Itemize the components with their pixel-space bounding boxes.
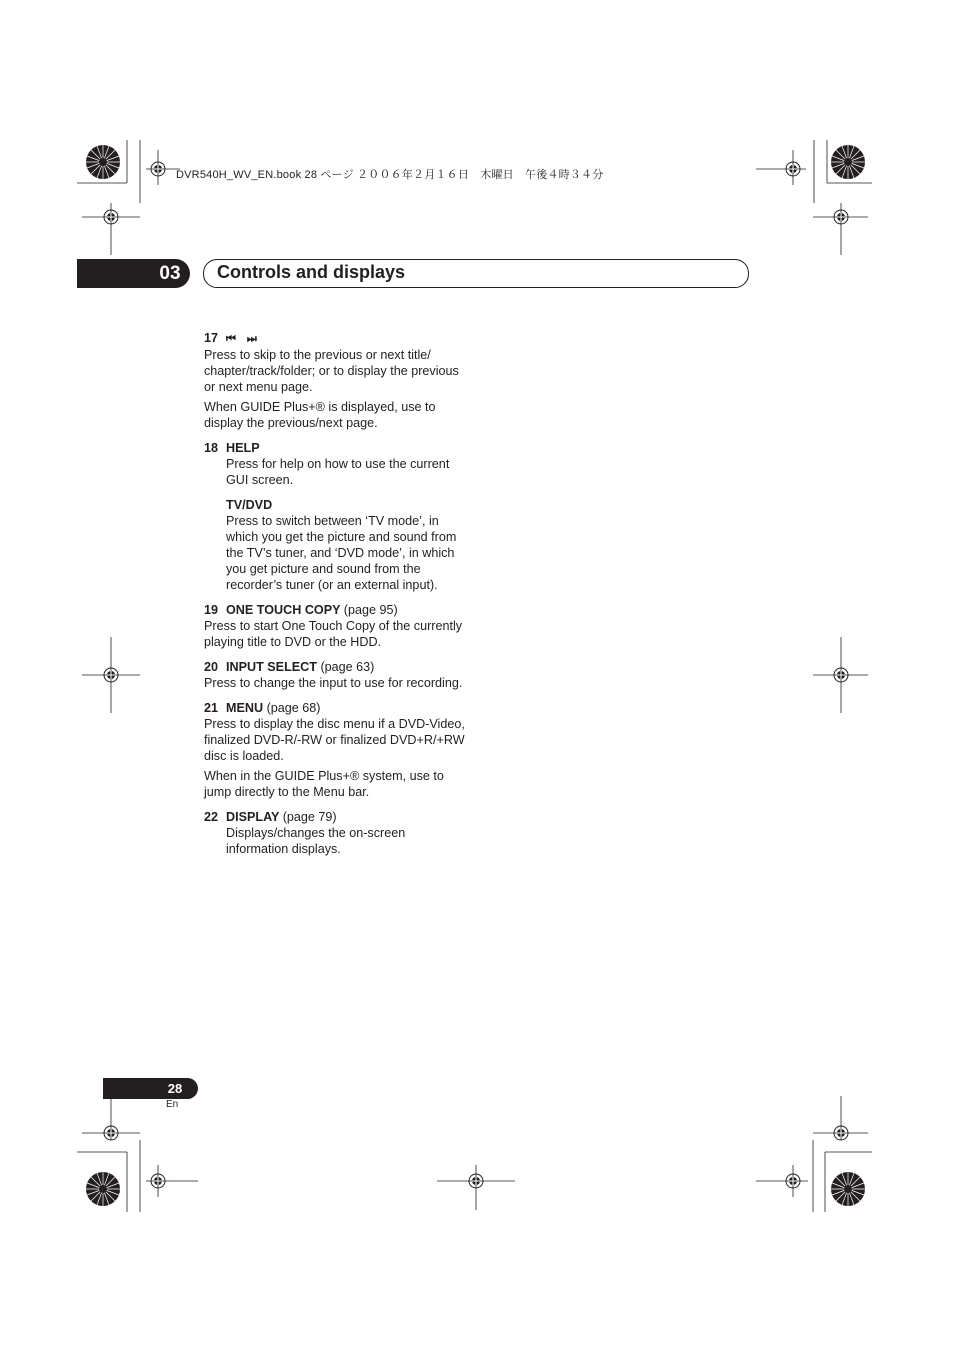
item-description: Press to switch between ‘TV mode’, in which you get the picture and sound from the TV’s tuner, and ‘DVD mode’, in which you get picture and sound from the recorder’s tuner (or an external input). <box>226 514 457 592</box>
item-subname: TV/DVD <box>226 498 273 512</box>
item-18 <box>204 440 469 593</box>
item-number: 22 <box>204 810 219 824</box>
item-name: HELP <box>226 441 260 455</box>
item-number: 17 <box>204 331 219 345</box>
page-reference: (page 63) <box>320 660 375 674</box>
item-description: Press to skip to the previous or next title/ chapter/track/folder; or to display the previous or next menu page. <box>204 348 459 394</box>
item-20 <box>204 659 469 691</box>
page-reference: (page 79) <box>282 810 337 824</box>
item-description: Press to change the input to use for recording. <box>204 676 463 690</box>
item-name: DISPLAY <box>226 810 280 824</box>
page-language: En <box>166 1099 179 1110</box>
skip-forward-icon: ⏭ <box>246 333 256 345</box>
content-column <box>204 330 469 866</box>
item-description: Press for help on how to use the current GUI screen. <box>226 457 450 487</box>
skip-back-icon: ⏮ <box>226 333 235 345</box>
item-number: 21 <box>204 701 219 715</box>
item-name: INPUT SELECT <box>226 660 317 674</box>
item-17 <box>204 330 469 431</box>
item-22 <box>204 809 469 857</box>
item-number: 19 <box>204 603 219 617</box>
item-name: MENU <box>226 701 264 715</box>
chapter-title: Controls and displays <box>217 262 406 282</box>
page-reference: (page 95) <box>343 603 398 617</box>
chapter-number: 03 <box>159 263 181 284</box>
item-description: When in the GUIDE Plus+® system, use to jump directly to the Menu bar. <box>204 769 444 799</box>
item-description: Press to start One Touch Copy of the currently playing title to DVD or the HDD. <box>204 619 463 649</box>
item-description: When GUIDE Plus+® is displayed, use to display the previous/next page. <box>204 400 436 430</box>
item-19 <box>204 602 469 650</box>
item-number: 20 <box>204 660 219 674</box>
item-description: Press to display the disc menu if a DVD-Video, finalized DVD-R/-RW or finalized DVD+R/+RW disc is loaded. <box>204 717 465 763</box>
item-number: 18 <box>204 441 219 455</box>
item-description: Displays/changes the on-screen information displays. <box>226 826 406 856</box>
item-21 <box>204 700 469 800</box>
page-reference: (page 68) <box>266 701 321 715</box>
print-header: DVR540H_WV_EN.book 28 ページ ２００６年２月１６日 木曜日 午後４時３４分 <box>176 169 604 181</box>
page-number: 28 <box>167 1081 183 1096</box>
item-name: ONE TOUCH COPY <box>226 603 341 617</box>
